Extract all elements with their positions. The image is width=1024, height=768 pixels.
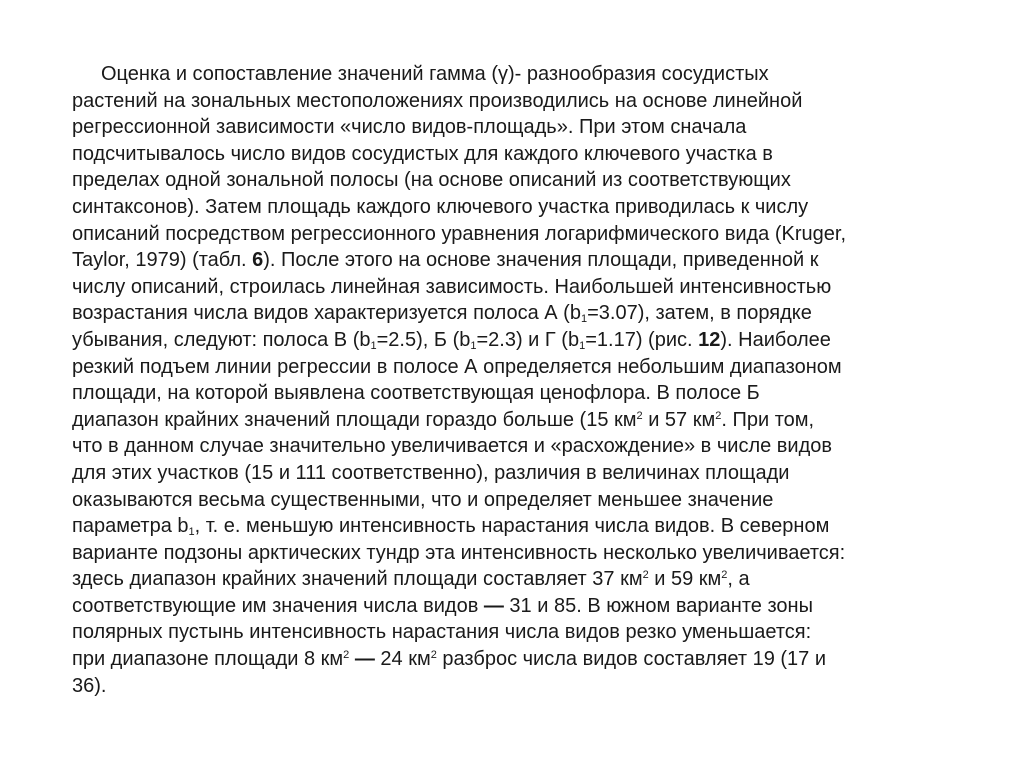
subscript: 1: [188, 526, 195, 539]
superscript: 2: [721, 569, 728, 582]
body-paragraph: [72, 61, 962, 699]
subscript: 1: [470, 339, 477, 352]
figure-ref: 12: [698, 328, 721, 351]
text-line: площади, на которой выявлена соответствующая ценофлора. В полосе Б: [72, 382, 760, 405]
superscript: 2: [636, 409, 643, 422]
text-line: для этих участков (15 и 111 соответственно), различия в величинах площади: [72, 461, 790, 484]
text-line: резкий подъем линии регрессии в полосе А определяется небольшим диапазоном: [72, 355, 842, 378]
superscript: 2: [430, 649, 437, 662]
text-line: Оценка и сопоставление значений гамма (γ)- разнообразия сосудистых: [101, 63, 769, 85]
text-line: оказываются весьма существенными, что и определяет меньшее значение: [72, 488, 774, 511]
text-line: подсчитывалось число видов сосудистых для каждого ключевого участка в: [72, 142, 773, 165]
subscript: 1: [580, 313, 588, 326]
text-line: числу описаний, строилась линейная зависимость. Наибольшей интенсивностью: [72, 275, 832, 298]
text-line: параметра $b_1$, т. е. меньшую интенсивность нарастания числа видов. В северном: [72, 515, 830, 539]
text-line: диапазон крайних значений площади гораздо больше (15 $км^2$ и 57 $км^2$. При том,: [72, 408, 815, 431]
text-line: возрастания числа видов характеризуется полоса А $(b_1=3.07)$, затем, в порядке: [72, 302, 812, 326]
subscript: 1: [370, 339, 377, 352]
table-ref: 6: [252, 249, 264, 272]
em-dash: —: [483, 594, 504, 617]
text-line: синтаксонов). Затем площадь каждого ключевого участка приводилась к числу: [72, 195, 809, 218]
superscript: 2: [343, 649, 350, 662]
text-line: пределах одной зональной полосы (на основе описаний из соответствующих: [72, 169, 791, 192]
text-line: Taylor, 1979) (табл. 6). После этого на основе значения площади, приведенной к: [72, 249, 819, 272]
text-line: при диапазоне площади 8 $км^2$ — 24 $км^2$ разброс числа видов составляет 19 (17 и: [72, 648, 827, 671]
superscript: 2: [642, 569, 649, 582]
text-line: регрессионной зависимости «число видов-площадь». При этом сначала: [72, 116, 747, 139]
text-line: соответствующие им значения числа видов — 31 и 85. В южном варианте зоны: [72, 594, 813, 617]
text-line: здесь диапазон крайних значений площади составляет 37 $км^2$ и 59 $км^2$, а: [72, 568, 750, 591]
superscript: 2: [715, 409, 722, 422]
text-line: что в данном случае значительно увеличивается и «расхождение» в числе видов: [72, 435, 833, 458]
text-line: полярных пустынь интенсивность нарастания числа видов резко уменьшается:: [72, 621, 812, 644]
text-line: варианте подзоны арктических тундр эта интенсивность несколько увеличивается:: [72, 541, 846, 564]
text-line: описаний посредством регрессионного уравнения логарифмического вида (Kruger,: [72, 222, 846, 245]
text-line: растений на зональных местоположениях производились на основе линейной: [72, 89, 803, 112]
subscript: 1: [579, 339, 586, 352]
em-dash: —: [354, 648, 375, 671]
text-line: убывания, следуют: полоса В $(b_1=2.5)$, Б $(b_1=2.3)$ и Г $(b_1=1.17)$ (рис. 12). Наиболее: [72, 328, 831, 352]
text-line: 36).: [72, 674, 107, 697]
